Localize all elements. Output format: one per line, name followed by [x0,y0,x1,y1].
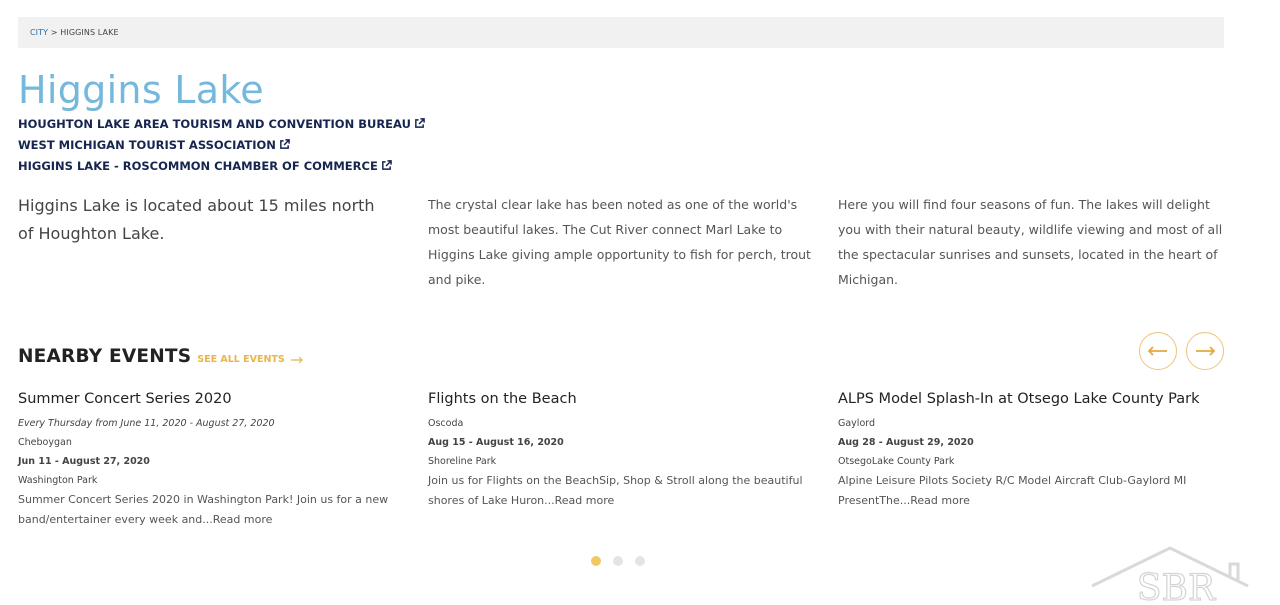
read-more-link[interactable]: Read more [212,512,273,526]
event-dates: Aug 28 - August 29, 2020 [838,437,974,448]
carousel-dot[interactable] [613,556,623,566]
watermark-text: SBR [1136,568,1216,604]
intro-text: Higgins Lake is located about 15 miles north of Houghton Lake. [18,196,375,243]
event-city: Gaylord [838,418,876,429]
events-title: NEARBY EVENTS [18,346,192,367]
event-card [838,388,1228,510]
external-link-west-michigan[interactable] [18,134,425,155]
arrow-left-icon [1148,346,1168,356]
event-venue: OtsegoLake County Park [838,456,955,467]
external-link-houghton-lake-bureau[interactable] [18,113,425,134]
event-summary-text: Join us for Flights on the BeachSip, Shop & Stroll along the beautiful shores of Lake Huron... [428,474,803,507]
event-title[interactable]: Summer Concert Series 2020 [18,391,232,407]
external-link-label: WEST MICHIGAN TOURIST ASSOCIATION [18,137,276,152]
sbr-watermark-logo [1090,544,1260,604]
event-summary-text: Alpine Leisure Pilots Society R/C Model Aircraft Club-Gaylord MI PresentThe... [838,474,1187,507]
event-title[interactable]: Flights on the Beach [428,391,577,407]
event-summary [838,471,1228,510]
event-dates: Aug 15 - August 16, 2020 [428,437,564,448]
event-venue: Shoreline Park [428,456,497,467]
carousel-prev-button[interactable] [1139,332,1177,370]
event-card [428,388,818,510]
carousel-dot[interactable] [591,556,601,566]
external-link-icon [279,139,290,150]
external-link-roscommon-chamber[interactable] [18,155,425,176]
see-all-events-label: SEE ALL EVENTS [197,354,285,365]
read-more-link[interactable]: Read more [910,493,970,507]
external-link-icon [381,160,392,171]
event-city: Cheboygan [18,437,72,448]
carousel-dot[interactable] [635,556,645,566]
event-summary [428,471,818,510]
events-heading [18,346,303,367]
arrow-right-icon [291,356,303,364]
breadcrumb-link-city[interactable]: CITY [30,28,49,37]
carousel-next-button[interactable] [1186,332,1224,370]
description-seasons: Here you will find four seasons of fun. The lakes will delight you with their natural beauty, wildlife viewing and most of all the spectacular sunrises and sunsets, located in the heart of Michigan. [838,197,1223,287]
breadcrumb-current: HIGGINS LAKE [60,28,119,37]
external-links [18,113,425,176]
breadcrumb-separator: > [50,28,58,37]
carousel-pagination [591,556,657,566]
page-title: Higgins Lake [18,68,264,112]
breadcrumb [18,17,1224,48]
event-summary [18,490,408,529]
see-all-events-link[interactable] [197,354,303,365]
external-link-label: HOUGHTON LAKE AREA TOURISM AND CONVENTION BUREAU [18,116,411,131]
event-recurrence: Every Thursday from June 11, 2020 - August 27, 2020 [18,418,275,429]
arrow-right-icon [1195,346,1215,356]
event-card [18,388,408,529]
description-fishing: The crystal clear lake has been noted as one of the world's most beautiful lakes. The Cut River connect Marl Lake to Higgins Lake giving ample opportunity to fish for perch, trout and pike. [428,197,811,287]
read-more-link[interactable]: Read more [554,493,615,507]
event-dates: Jun 11 - August 27, 2020 [18,456,150,467]
event-summary-text: Summer Concert Series 2020 in Washington Park! Join us for a new band/entertainer every week and... [18,493,389,526]
external-link-icon [414,118,425,129]
event-title[interactable]: ALPS Model Splash-In at Otsego Lake County Park [838,391,1200,407]
event-venue: Washington Park [18,475,98,486]
external-link-label: HIGGINS LAKE - ROSCOMMON CHAMBER OF COMMERCE [18,158,378,173]
event-city: Oscoda [428,418,464,429]
